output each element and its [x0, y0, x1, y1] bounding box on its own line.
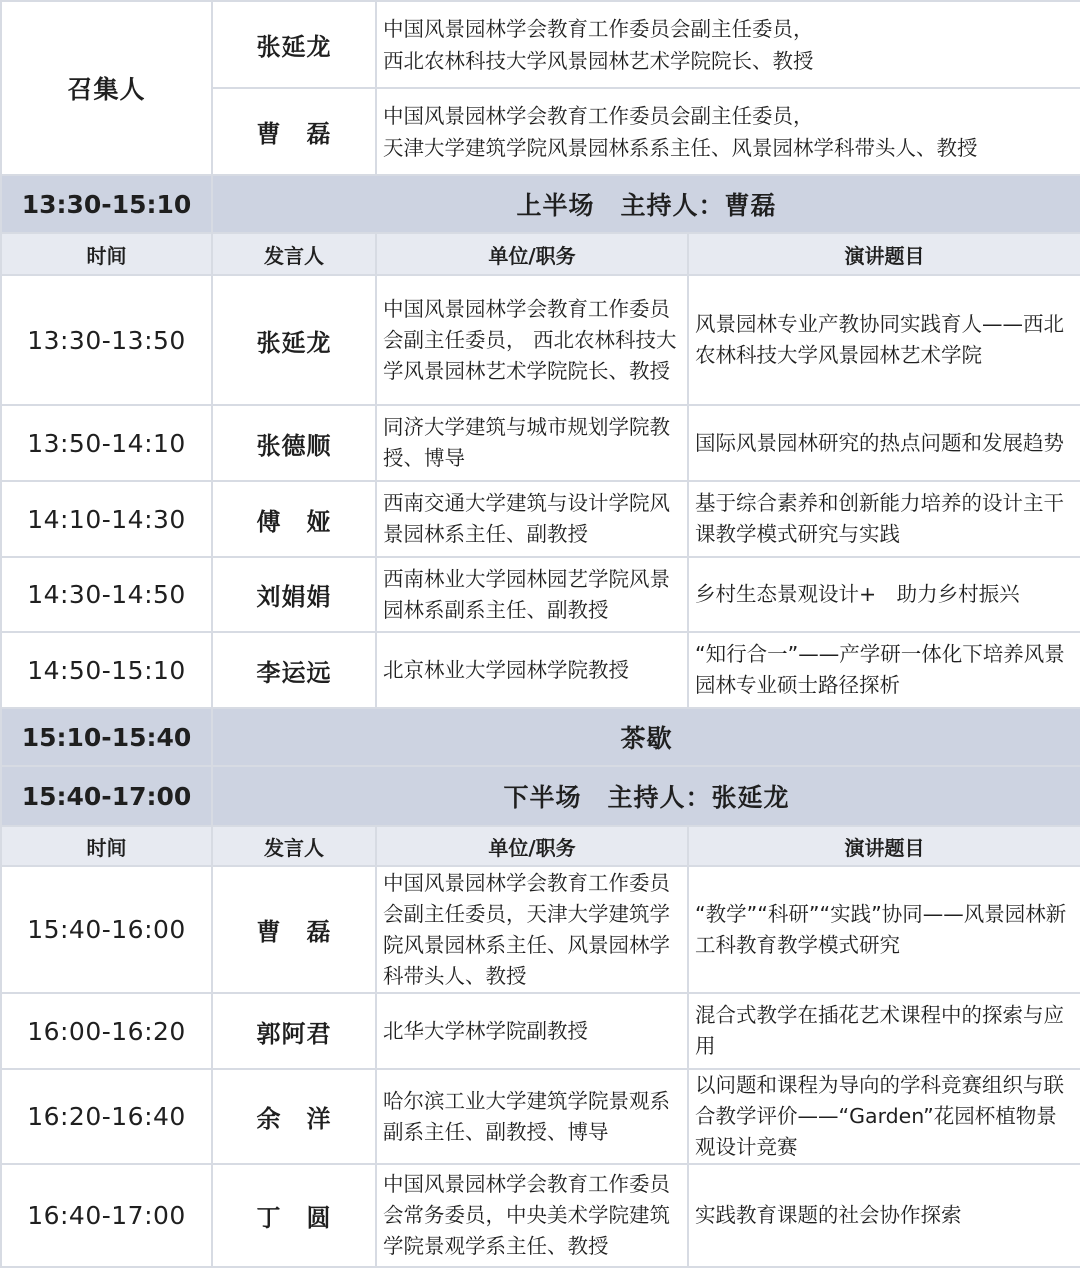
speaker-name: 张延龙 [212, 275, 376, 405]
talk-time: 15:40-16:00 [1, 866, 212, 993]
session-time: 13:30-15:10 [1, 175, 212, 233]
session-band [1, 175, 1080, 233]
speaker-name: 郭阿君 [212, 993, 376, 1069]
speaker-org: 中国风景园林学会教育工作委员会副主任委员，天津大学建筑学院风景园林系主任、风景园林学科带头人、教授 [376, 866, 688, 993]
table-row [1, 993, 1080, 1069]
talk-topic: 混合式教学在插花艺术课程中的探索与应用 [688, 993, 1080, 1069]
talk-time: 14:30-14:50 [1, 557, 212, 632]
header-org: 单位/职务 [376, 233, 688, 275]
break-time: 15:10-15:40 [1, 708, 212, 766]
speaker-name: 傅 娅 [212, 481, 376, 557]
table-row [1, 866, 1080, 993]
talk-time: 14:50-15:10 [1, 632, 212, 708]
talk-topic: 国际风景园林研究的热点问题和发展趋势 [688, 405, 1080, 481]
speaker-name: 余 洋 [212, 1069, 376, 1164]
column-header-row [1, 233, 1080, 275]
speaker-name: 刘娟娟 [212, 557, 376, 632]
convener-role-line: 中国风景园林学会教育工作委员会副主任委员， [383, 16, 814, 41]
speaker-org: 西南林业大学园林园艺学院风景园林系副系主任、副教授 [376, 557, 688, 632]
header-speaker: 发言人 [212, 826, 376, 866]
speaker-name: 丁 圆 [212, 1164, 376, 1267]
convener-label: 召集人 [1, 1, 212, 175]
speaker-org: 中国风景园林学会教育工作委员会副主任委员， 西北农林科技大学风景园林艺术学院院长、教授 [376, 275, 688, 405]
talk-time: 16:00-16:20 [1, 993, 212, 1069]
talk-topic: 乡村生态景观设计+ 助力乡村振兴 [688, 557, 1080, 632]
session-title: 上半场 主持人：曹磊 [212, 175, 1080, 233]
header-topic: 演讲题目 [688, 826, 1080, 866]
speaker-org: 同济大学建筑与城市规划学院教授、博导 [376, 405, 688, 481]
talk-time: 13:30-13:50 [1, 275, 212, 405]
header-topic: 演讲题目 [688, 233, 1080, 275]
table-row [1, 557, 1080, 632]
speaker-name: 曹 磊 [212, 866, 376, 993]
table-row [1, 1164, 1080, 1267]
convener-name: 张延龙 [212, 1, 376, 88]
session-time: 15:40-17:00 [1, 766, 212, 826]
talk-time: 13:50-14:10 [1, 405, 212, 481]
speaker-org: 哈尔滨工业大学建筑学院景观系副系主任、副教授、博导 [376, 1069, 688, 1164]
header-time: 时间 [1, 826, 212, 866]
talk-topic: 实践教育课题的社会协作探索 [688, 1164, 1080, 1267]
speaker-org: 北京林业大学园林学院教授 [376, 632, 688, 708]
convener-role-line: 中国风景园林学会教育工作委员会副主任委员， [383, 103, 814, 128]
talk-topic: “教学”“科研”“实践”协同——风景园林新工科教育教学模式研究 [688, 866, 1080, 993]
speaker-name: 张德顺 [212, 405, 376, 481]
session-band [1, 766, 1080, 826]
table-row [1, 405, 1080, 481]
header-org: 单位/职务 [376, 826, 688, 866]
convener-role-line: 天津大学建筑学院风景园林系系主任、风景园林学科带头人、教授 [383, 135, 978, 160]
talk-topic: 风景园林专业产教协同实践育人——西北农林科技大学风景园林艺术学院 [688, 275, 1080, 405]
table-row [1, 481, 1080, 557]
speaker-org: 西南交通大学建筑与设计学院风景园林系主任、副教授 [376, 481, 688, 557]
header-speaker: 发言人 [212, 233, 376, 275]
session-title: 下半场 主持人：张延龙 [212, 766, 1080, 826]
convener-row [1, 1, 1080, 88]
convener-role [376, 88, 1080, 175]
table-row [1, 275, 1080, 405]
convener-role [376, 1, 1080, 88]
talk-time: 16:40-17:00 [1, 1164, 212, 1267]
convener-role-line: 西北农林科技大学风景园林艺术学院院长、教授 [383, 48, 814, 73]
speaker-name: 李运远 [212, 632, 376, 708]
talk-topic: 以问题和课程为导向的学科竞赛组织与联合教学评价——“Garden”花园杯植物景观设计竞赛 [688, 1069, 1080, 1164]
column-header-row [1, 826, 1080, 866]
table-row [1, 1069, 1080, 1164]
talk-topic: “知行合一”——产学研一体化下培养风景园林专业硕士路径探析 [688, 632, 1080, 708]
break-label: 茶歇 [212, 708, 1080, 766]
talk-time: 14:10-14:30 [1, 481, 212, 557]
convener-name: 曹 磊 [212, 88, 376, 175]
header-time: 时间 [1, 233, 212, 275]
talk-time: 16:20-16:40 [1, 1069, 212, 1164]
table-row [1, 632, 1080, 708]
speaker-org: 北华大学林学院副教授 [376, 993, 688, 1069]
talk-topic: 基于综合素养和创新能力培养的设计主干课教学模式研究与实践 [688, 481, 1080, 557]
speaker-org: 中国风景园林学会教育工作委员会常务委员，中央美术学院建筑学院景观学系主任、教授 [376, 1164, 688, 1267]
break-band [1, 708, 1080, 766]
